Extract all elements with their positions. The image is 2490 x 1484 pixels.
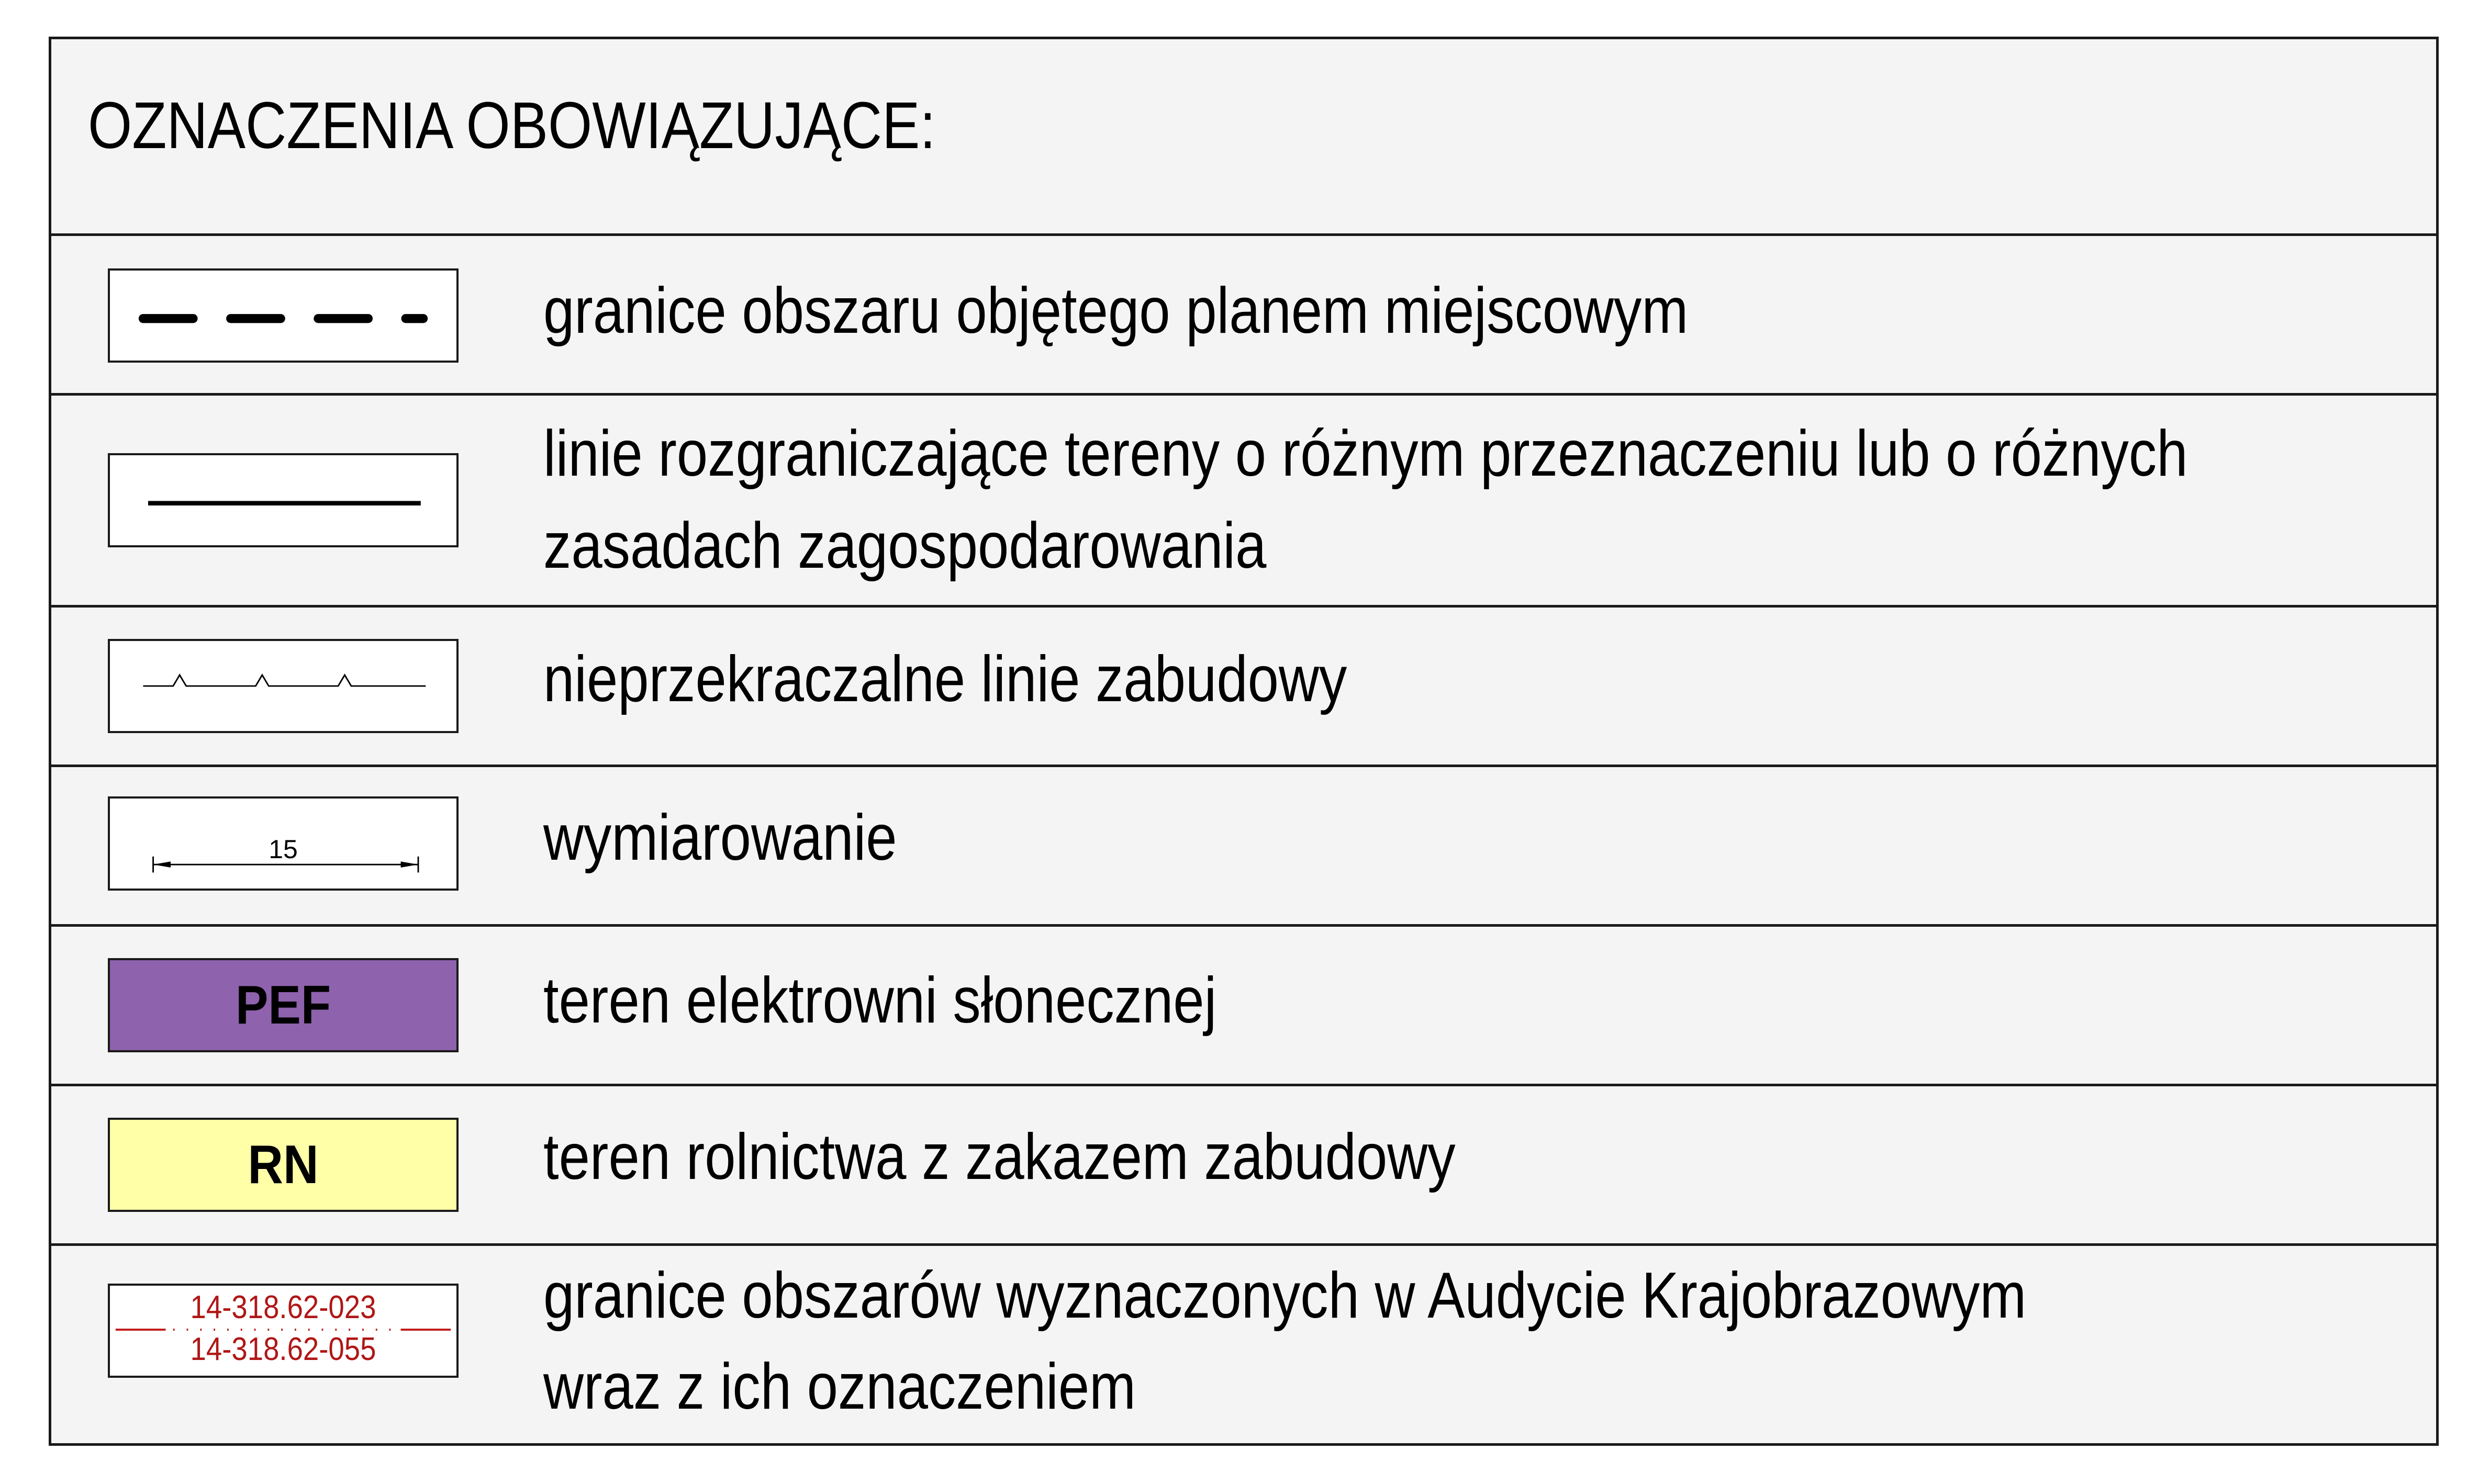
legend-row (51, 396, 2436, 608)
solid-line-symbol (108, 453, 459, 547)
legend-item-label-line1: granice obszarów wyznaczonych w Audycie Krajobrazowym (543, 1260, 2027, 1332)
legend-item-label-line2: zasadach zagospodarowania (543, 510, 1267, 582)
legend-item-label-line1: linie rozgraniczające tereny o różnym przeznaczeniu lub o różnych (543, 418, 2188, 490)
building-line-icon (110, 641, 456, 731)
legend-item-label: teren elektrowni słonecznej (543, 964, 1217, 1037)
dimension-symbol (108, 796, 459, 891)
legend-row (51, 1086, 2436, 1246)
legend-table (49, 37, 2439, 1446)
zone-code-rn: RN (248, 1134, 319, 1195)
building-line-symbol (108, 639, 459, 733)
dashed-line-icon (110, 271, 456, 361)
pef-fill-swatch (108, 958, 459, 1052)
legend-item-label-line2: wraz z ich oznaczeniem (543, 1351, 1136, 1423)
legend-item-label: nieprzekraczalne linie zabudowy (543, 643, 1347, 715)
rn-fill-swatch (108, 1118, 459, 1212)
audit-code-bottom: 14-318.62-055 (190, 1331, 376, 1367)
dashed-line-symbol (108, 268, 459, 363)
audit-code-top: 14-318.62-023 (190, 1289, 376, 1325)
legend-title: OZNACZENIA OBOWIĄZUJĄCE: (88, 88, 936, 162)
legend-header-row (51, 39, 2436, 236)
legend-row (51, 236, 2436, 396)
legend-item-label: wymiarowanie (543, 802, 897, 874)
audit-boundary-symbol (108, 1284, 459, 1378)
legend-row (51, 1246, 2436, 1443)
legend-row (51, 767, 2436, 927)
zone-code-pef: PEF (235, 974, 331, 1036)
legend-row (51, 608, 2436, 767)
legend-item-label: teren rolnictwa z zakazem zabudowy (543, 1121, 1456, 1193)
dimension-value: 15 (269, 835, 298, 864)
solid-line-icon (110, 455, 456, 545)
legend-row (51, 927, 2436, 1086)
legend-item-label: granice obszaru objętego planem miejscowym (543, 275, 1689, 347)
